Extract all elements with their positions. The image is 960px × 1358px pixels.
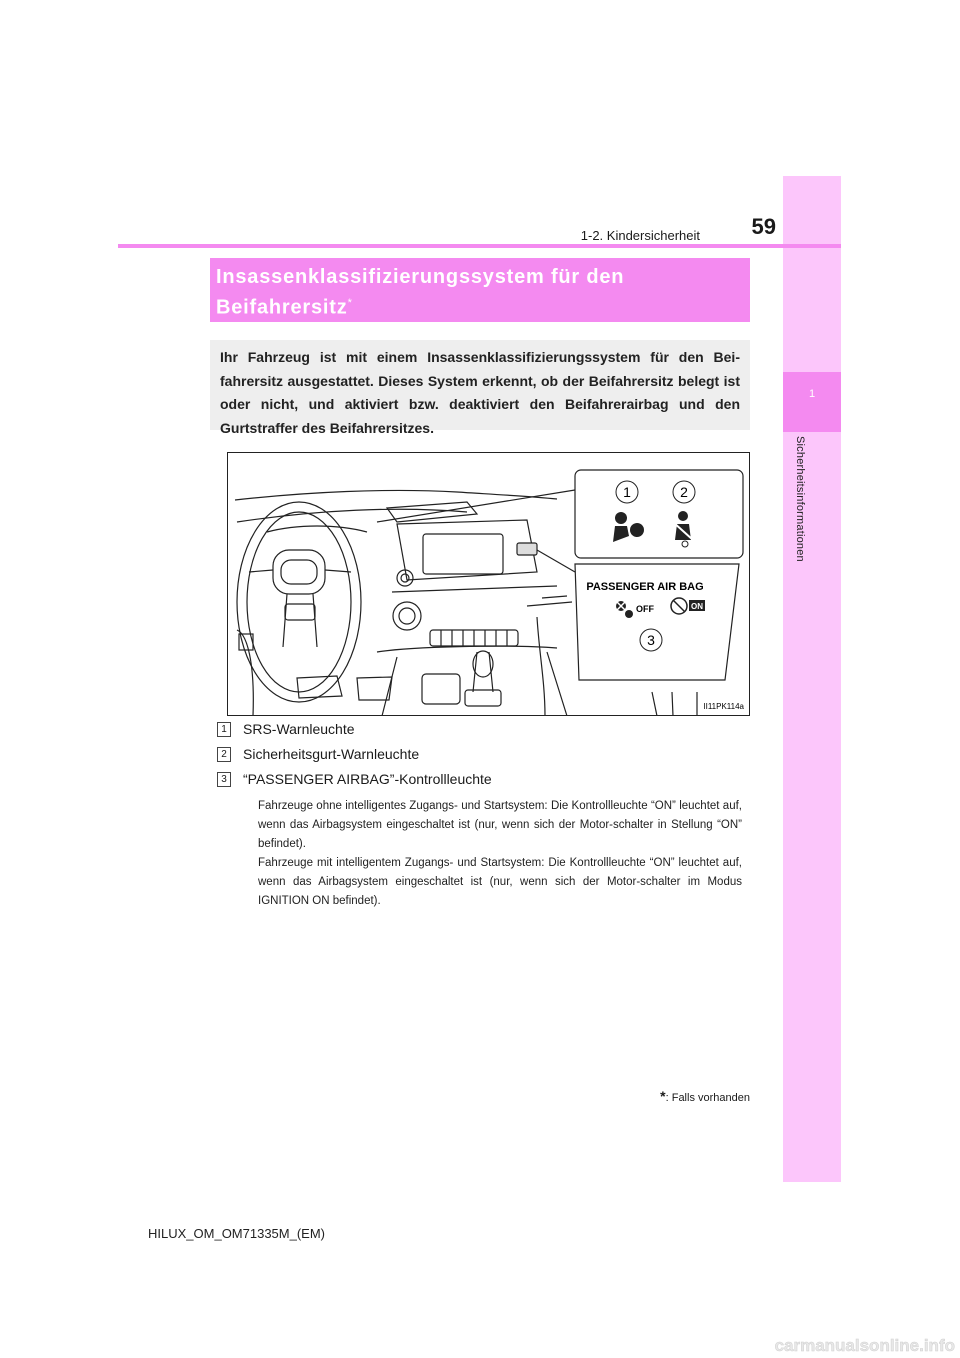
chapter-tab-active-marker [783,372,841,432]
page-number: 59 [751,214,776,239]
page-title [216,264,736,321]
item-number-2: 2 [217,747,231,762]
chapter-number: 1 [808,388,816,400]
section-title: 1-2. Kindersicherheit [580,228,700,243]
item-3-details [258,797,742,911]
detail-without-smart-key: Fahrzeuge ohne intelligentes Zugangs- und Startsystem: Die Kontrollleuchte “ON” leuchtet auf, wenn das Airbagsystem eingeschaltet ist (nur, wenn sich der Motor-schalter in Stellung “ON” befindet). [258,800,742,850]
footnote-mark: * [660,1088,666,1104]
item-label-passenger-airbag: “PASSENGER AIRBAG”-Kontrollleuchte [243,771,492,787]
callout-1: 1 [623,484,631,500]
chapter-side-tab [783,176,841,1182]
item-number-1: 1 [217,722,231,737]
document-id: HILUX_OM_OM71335M_(EM) [148,1226,325,1241]
footnote-text: : Falls vorhanden [665,1092,750,1104]
title-asterisk: * [347,297,353,309]
chapter-label: Sicherheitsinformationen [794,436,806,562]
page-title-text: Insassenklassifizierungssystem für den Beifahrersitz [216,266,625,319]
detail-with-smart-key: Fahrzeuge mit intelligentem Zugangs- und Startsystem: Die Kontrollleuchte “ON” leuchtet auf, wenn das Airbagsystem eingeschaltet ist (nur, wenn sich der Motor-schalter im Modus IGNITION ON befindet). [258,857,742,907]
passenger-airbag-panel-label: PASSENGER AIR BAG [586,581,704,593]
watermark [510,1336,955,1354]
airbag-on-label: ON [691,602,703,611]
warning-lights-callout [575,470,743,558]
figure-code: II11PK114a [703,702,744,711]
footnote [560,1088,750,1104]
callout-2: 2 [680,484,688,500]
item-label-seatbelt: Sicherheitsgurt-Warnleuchte [243,746,420,762]
airbag-off-label: OFF [636,604,654,614]
intro-text: Ihr Fahrzeug ist mit einem Insassenklassifizierungssystem für den Bei-fahrersitz ausgestattet. Dieses System erkennt, ob der Beifahrersitz belegt ist oder nicht, und aktiviert bzw. deaktiviert den Beifahrerairbag und den Gurtstraffer des Beifahrersitzes. [220,349,740,436]
header-rule [118,244,841,248]
airbag-on-icon [671,598,687,614]
item-number-3: 3 [217,772,231,787]
callout-3: 3 [647,632,655,648]
dashboard-illustration [227,452,750,716]
item-label-srs: SRS-Warnleuchte [243,721,355,737]
watermark-text: carmanualsonline.info [774,1336,955,1354]
